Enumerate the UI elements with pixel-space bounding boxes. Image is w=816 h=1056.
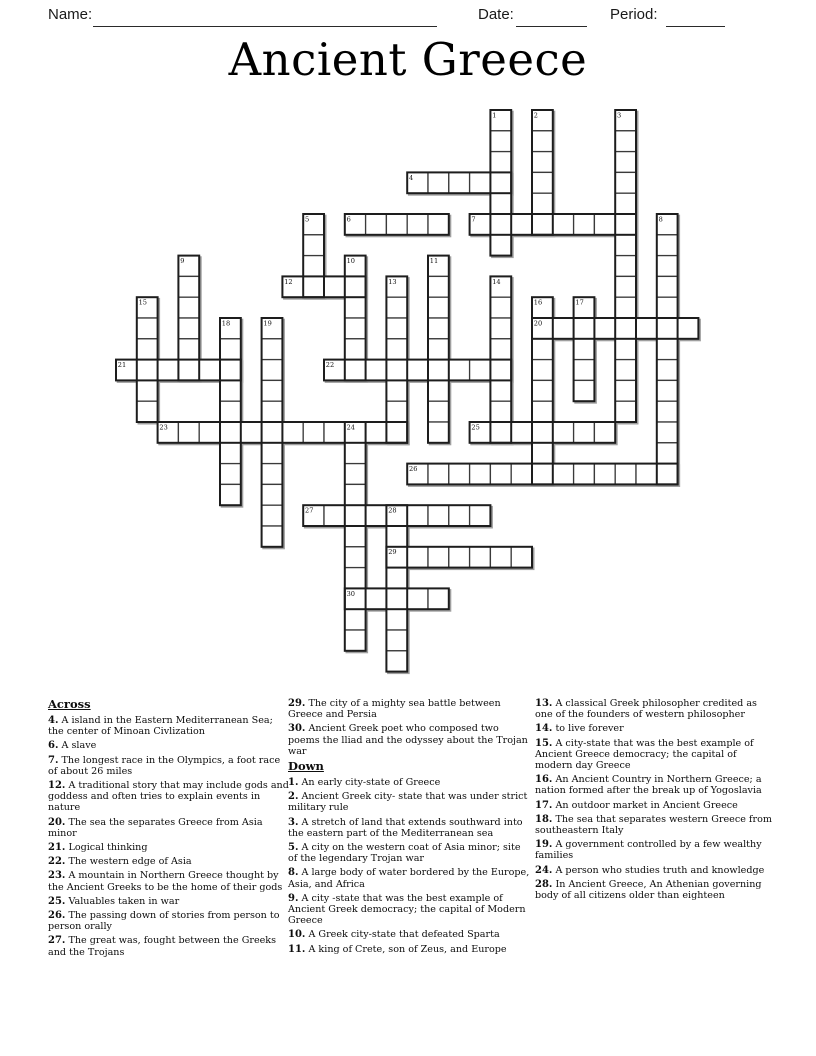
grid-cell[interactable] [532, 380, 553, 401]
cell-number: 21 [117, 361, 127, 369]
clue-9: 9. A city -state that was the best example of Ancient Greek democracy; the capital of Modern Greece [288, 892, 526, 927]
grid-cell[interactable] [386, 630, 407, 651]
clue-21: 21. Logical thinking [48, 842, 148, 854]
grid-cell[interactable] [428, 422, 449, 443]
grid-cell[interactable] [407, 547, 428, 568]
grid-cell[interactable] [428, 172, 449, 193]
clue-number: 19. [535, 839, 553, 851]
period-blank-line [666, 7, 725, 27]
grid-cell[interactable] [449, 547, 470, 568]
grid-cell[interactable] [615, 339, 636, 360]
grid-cell[interactable] [386, 380, 407, 401]
page-title: Ancient Greece [228, 33, 588, 86]
grid-cell[interactable] [490, 297, 511, 318]
grid-cell[interactable] [490, 318, 511, 339]
grid-cell[interactable] [386, 297, 407, 318]
grid-cell[interactable] [137, 339, 158, 360]
grid-cell[interactable] [490, 464, 511, 485]
grid-cell[interactable] [345, 630, 366, 651]
grid-cell[interactable] [262, 484, 283, 505]
grid-cell[interactable] [386, 526, 407, 547]
grid-cell[interactable] [407, 505, 428, 526]
grid-cell[interactable] [345, 547, 366, 568]
grid-cell[interactable] [657, 443, 678, 464]
grid-cell[interactable] [532, 464, 553, 485]
grid-cell[interactable] [594, 464, 615, 485]
grid-cell[interactable] [511, 422, 532, 443]
name-label: Name: [48, 6, 93, 23]
grid-cell[interactable] [345, 318, 366, 339]
clue-16: 16. An Ancient Country in Northern Greece; a nation formed after the break up of Yogoslavia [535, 774, 762, 797]
grid-cell[interactable] [428, 401, 449, 422]
clue-number: 5. [288, 842, 299, 854]
clue-number: 28. [535, 878, 553, 890]
grid-cell[interactable] [428, 464, 449, 485]
grid-cell[interactable] [386, 214, 407, 235]
clue-19: 19. A government controlled by a few wealthy families [535, 839, 762, 862]
clue-27: 27. The great was, fought between the Greeks and the Trojans [48, 935, 277, 958]
grid-cell[interactable] [511, 214, 532, 235]
grid-cell[interactable] [386, 651, 407, 672]
cell-number: 29 [388, 548, 397, 557]
cell-number: 7 [471, 215, 476, 224]
cell-number: 5 [305, 215, 310, 224]
grid-cell[interactable] [490, 235, 511, 256]
grid-cell[interactable] [615, 152, 636, 173]
grid-cell[interactable] [532, 360, 553, 381]
grid-cell[interactable] [657, 380, 678, 401]
grid-cell[interactable] [241, 422, 262, 443]
grid-cell[interactable] [470, 505, 491, 526]
cell-number: 20 [533, 319, 543, 328]
clue-number: 30. [288, 723, 306, 735]
clue-number: 26. [48, 910, 66, 922]
grid-cell[interactable] [303, 276, 324, 297]
grid-cell[interactable] [615, 235, 636, 256]
clue-number: 17. [535, 799, 553, 811]
grid-cell[interactable] [449, 505, 470, 526]
grid-cell[interactable] [386, 588, 407, 609]
cell-number: 16 [533, 298, 543, 307]
grid-cell[interactable] [470, 464, 491, 485]
grid-cell[interactable] [324, 505, 345, 526]
grid-cell[interactable] [532, 443, 553, 464]
grid-cell[interactable] [532, 193, 553, 214]
grid-cell[interactable] [615, 297, 636, 318]
clue-number: 4. [48, 715, 59, 726]
grid-cell[interactable] [428, 380, 449, 401]
grid-cell[interactable] [615, 193, 636, 214]
clue-number: 3. [288, 816, 299, 828]
clue-23: 23. A mountain in Northern Greece thought by the Ancient Greeks to be the home of their gods [48, 870, 283, 893]
grid-cell[interactable] [386, 318, 407, 339]
grid-cell[interactable] [386, 339, 407, 360]
grid-cell[interactable] [262, 443, 283, 464]
grid-cell[interactable] [490, 193, 511, 214]
grid-cell[interactable] [532, 422, 553, 443]
clue-20: 20. The sea the separates Greece from Asia minor [48, 816, 263, 839]
grid-cell[interactable] [574, 380, 595, 401]
clue-number: 14. [535, 723, 553, 735]
date-label: Date: [478, 6, 514, 23]
grid-cell[interactable] [386, 422, 407, 443]
clue-number: 10. [288, 929, 306, 941]
clue-number: 23. [48, 870, 66, 882]
grid-cell[interactable] [220, 464, 241, 485]
cell-number: 11 [429, 257, 439, 265]
grid-cell[interactable] [428, 214, 449, 235]
clue-26: 26. The passing down of stories from person to person orally [48, 910, 280, 933]
grid-cell[interactable] [220, 380, 241, 401]
grid-cell[interactable] [366, 214, 387, 235]
cell-number: 27 [305, 506, 314, 515]
grid-cell[interactable] [345, 339, 366, 360]
grid-cell[interactable] [137, 360, 158, 381]
clue-12: 12. A traditional story that may include gods and goddess and often tries to explain events in nature [48, 780, 289, 814]
clue-number: 2. [288, 791, 299, 803]
grid-cell[interactable] [615, 360, 636, 381]
grid-cell[interactable] [574, 339, 595, 360]
grid-cell[interactable] [282, 422, 303, 443]
clue-number: 29. [288, 698, 306, 709]
grid-cell[interactable] [199, 360, 220, 381]
grid-cell[interactable] [366, 505, 387, 526]
grid-cell[interactable] [428, 588, 449, 609]
grid-cell[interactable] [532, 131, 553, 152]
clue-number: 13. [535, 698, 553, 709]
grid-cell[interactable] [303, 422, 324, 443]
grid-cell[interactable] [532, 214, 553, 235]
cell-number: 9 [180, 257, 185, 265]
grid-cell[interactable] [574, 318, 595, 339]
grid-cell[interactable] [366, 422, 387, 443]
grid-cell[interactable] [428, 339, 449, 360]
grid-cell[interactable] [345, 609, 366, 630]
cell-number: 10 [346, 257, 355, 265]
grid-cell[interactable] [345, 276, 366, 297]
grid-cell[interactable] [490, 152, 511, 173]
grid-cell[interactable] [137, 380, 158, 401]
grid-cell[interactable] [262, 464, 283, 485]
grid-cell[interactable] [636, 318, 657, 339]
grid-cell[interactable] [490, 172, 511, 193]
grid-cell[interactable] [490, 422, 511, 443]
period-label: Period: [610, 6, 658, 23]
grid-cell[interactable] [657, 339, 678, 360]
grid-cell[interactable] [178, 422, 199, 443]
grid-cell[interactable] [553, 422, 574, 443]
clue-number: 11. [288, 943, 306, 955]
grid-cell[interactable] [303, 256, 324, 277]
clue-25: 25. Valuables taken in war [48, 895, 180, 907]
grid-cell[interactable] [220, 401, 241, 422]
grid-cell[interactable] [657, 297, 678, 318]
grid-cell[interactable] [345, 568, 366, 589]
clues-heading-down: Down [288, 759, 324, 774]
cell-number: 3 [617, 111, 622, 120]
clue-7: 7. The longest race in the Olympics, a foot race of about 26 miles [48, 754, 281, 777]
cell-number: 19 [263, 319, 272, 328]
grid-cell[interactable] [199, 422, 220, 443]
cell-number: 2 [533, 111, 539, 120]
grid-cell[interactable] [345, 443, 366, 464]
clue-number: 18. [535, 813, 553, 825]
grid-cell[interactable] [490, 401, 511, 422]
grid-cell[interactable] [490, 547, 511, 568]
grid-cell[interactable] [657, 401, 678, 422]
grid-cell[interactable] [220, 360, 241, 381]
grid-cell[interactable] [594, 422, 615, 443]
grid-cell[interactable] [262, 360, 283, 381]
grid-cell[interactable] [678, 318, 699, 339]
grid-cell[interactable] [178, 360, 199, 381]
clue-5: 5. A city on the western coat of Asia minor; site of the legendary Trojan war [288, 842, 521, 865]
cell-number: 30 [346, 589, 355, 598]
clue-number: 6. [48, 740, 59, 752]
grid-cell[interactable] [324, 422, 345, 443]
grid-cell[interactable] [220, 484, 241, 505]
clues-heading-across: Across [48, 697, 91, 711]
grid-cell[interactable] [428, 276, 449, 297]
grid-cell[interactable] [553, 464, 574, 485]
grid-cell[interactable] [532, 401, 553, 422]
grid-cell[interactable] [657, 318, 678, 339]
grid-cell[interactable] [262, 339, 283, 360]
cell-number: 28 [388, 506, 397, 515]
grid-cell[interactable] [574, 464, 595, 485]
grid-cell[interactable] [345, 360, 366, 381]
grid-cell[interactable] [657, 276, 678, 297]
grid-cell[interactable] [428, 297, 449, 318]
grid-cell[interactable] [366, 588, 387, 609]
grid-cell[interactable] [574, 422, 595, 443]
grid-cell[interactable] [345, 484, 366, 505]
grid-cell[interactable] [407, 588, 428, 609]
grid-cell[interactable] [532, 152, 553, 173]
grid-cell[interactable] [615, 214, 636, 235]
clue-4: 4. A island in the Eastern Mediterranean Sea; the center of Minoan Civlization [48, 715, 273, 738]
clue-22: 22. The western edge of Asia [48, 856, 192, 868]
clue-number: 15. [535, 737, 553, 749]
grid-cell[interactable] [407, 214, 428, 235]
grid-cell[interactable] [490, 131, 511, 152]
clue-30: 30. Ancient Greek poet who composed two poems the lliad and the odyssey about the Trojan war [288, 723, 528, 757]
clue-number: 16. [535, 774, 553, 786]
grid-cell[interactable] [615, 276, 636, 297]
grid-cell[interactable] [594, 318, 615, 339]
grid-cell[interactable] [137, 401, 158, 422]
clue-6: 6. A slave [48, 740, 97, 752]
clue-28: 28. In Ancient Greece, An Athenian governing body of all citizens older than eighteen [535, 878, 762, 902]
grid-cell[interactable] [553, 318, 574, 339]
grid-cell[interactable] [407, 360, 428, 381]
cell-number: 26 [409, 465, 418, 473]
cell-number: 13 [388, 277, 397, 286]
grid-cell[interactable] [262, 526, 283, 547]
grid-cell[interactable] [262, 401, 283, 422]
clue-8: 8. A large body of water bordered by the Europe, Asia, and Africa [288, 867, 530, 890]
grid-cell[interactable] [574, 360, 595, 381]
clue-number: 8. [288, 867, 299, 879]
grid-cell[interactable] [594, 214, 615, 235]
grid-cell[interactable] [386, 568, 407, 589]
grid-cell[interactable] [553, 214, 574, 235]
grid-cell[interactable] [636, 464, 657, 485]
grid-cell[interactable] [490, 214, 511, 235]
clue-15: 15. A city-state that was the best example of Ancient Greece democracy; the capital of modern day Greece [535, 737, 754, 772]
clue-number: 22. [48, 856, 66, 868]
grid-cell[interactable] [615, 131, 636, 152]
clue-10: 10. A Greek city-state that defeated Sparta [288, 929, 500, 941]
cell-number: 12 [284, 277, 293, 286]
clue-column-2 [288, 698, 530, 958]
grid-cell[interactable] [324, 276, 345, 297]
grid-cell[interactable] [262, 505, 283, 526]
grid-cell[interactable] [178, 318, 199, 339]
grid-cell[interactable] [511, 464, 532, 485]
grid-cell[interactable] [386, 401, 407, 422]
grid-cell[interactable] [178, 297, 199, 318]
clue-2: 2. Ancient Greek city- state that was under strict military rule [288, 791, 528, 814]
grid-cell[interactable] [449, 172, 470, 193]
grid-cell[interactable] [615, 172, 636, 193]
clue-13: 13. A classical Greek philosopher credited as one of the founders of western philosopher [535, 698, 757, 721]
grid-cell[interactable] [158, 360, 179, 381]
grid-cell[interactable] [428, 505, 449, 526]
grid-cell[interactable] [345, 505, 366, 526]
cell-number: 8 [658, 215, 663, 224]
clue-number: 20. [48, 816, 66, 828]
grid-cell[interactable] [303, 235, 324, 256]
clue-number: 21. [48, 842, 66, 854]
cell-number: 24 [346, 423, 355, 432]
grid-cell[interactable] [657, 256, 678, 277]
clue-number: 12. [48, 780, 66, 792]
date-blank-line [516, 7, 587, 27]
clue-14: 14. to live forever [535, 723, 624, 735]
grid-cell[interactable] [449, 464, 470, 485]
grid-cell[interactable] [470, 172, 491, 193]
grid-cell[interactable] [574, 214, 595, 235]
grid-cell[interactable] [470, 547, 491, 568]
grid-cell[interactable] [615, 464, 636, 485]
clue-number: 1. [288, 777, 299, 789]
cell-number: 18 [221, 319, 231, 328]
clue-column-1 [48, 698, 290, 961]
grid-cell[interactable] [428, 318, 449, 339]
grid-cell[interactable] [345, 464, 366, 485]
grid-cell[interactable] [490, 380, 511, 401]
cell-number: 22 [325, 361, 335, 369]
clue-number: 7. [48, 754, 59, 766]
clue-18: 18. The sea that separates western Greece from southeastern Italy [535, 813, 772, 837]
clue-24: 24. A person who studies truth and knowledge [535, 864, 765, 876]
cell-number: 1 [492, 111, 497, 120]
grid-cell[interactable] [490, 360, 511, 381]
grid-cell[interactable] [532, 172, 553, 193]
name-blank-line [93, 7, 437, 27]
cell-number: 25 [471, 423, 480, 432]
grid-cell[interactable] [137, 318, 158, 339]
grid-cell[interactable] [532, 339, 553, 360]
grid-cell[interactable] [511, 547, 532, 568]
clue-column-3 [535, 698, 777, 904]
clue-17: 17. An outdoor market in Ancient Greece [535, 799, 738, 811]
grid-cell[interactable] [657, 360, 678, 381]
grid-cell[interactable] [366, 360, 387, 381]
clue-number: 9. [288, 892, 299, 904]
grid-cell[interactable] [262, 422, 283, 443]
clue-11: 11. A king of Crete, son of Zeus, and Europe [288, 943, 507, 955]
clue-1: 1. An early city-state of Greece [288, 777, 441, 789]
grid-cell[interactable] [386, 609, 407, 630]
cell-number: 14 [492, 277, 501, 286]
clue-number: 27. [48, 935, 66, 947]
grid-cell[interactable] [178, 339, 199, 360]
grid-cell[interactable] [220, 422, 241, 443]
grid-cell[interactable] [345, 297, 366, 318]
clue-29: 29. The city of a mighty sea battle between Greece and Persia [288, 698, 501, 721]
grid-cell[interactable] [220, 339, 241, 360]
grid-cell[interactable] [657, 235, 678, 256]
grid-cell[interactable] [615, 401, 636, 422]
grid-cell[interactable] [615, 256, 636, 277]
grid-cell[interactable] [615, 380, 636, 401]
grid-cell[interactable] [428, 547, 449, 568]
grid-cell[interactable] [345, 526, 366, 547]
cell-number: 17 [575, 298, 584, 307]
grid-cell[interactable] [449, 360, 470, 381]
grid-cell[interactable] [428, 360, 449, 381]
cell-number: 4 [409, 173, 414, 182]
cell-number: 23 [159, 423, 168, 432]
grid-cell[interactable] [657, 422, 678, 443]
grid-cell[interactable] [262, 380, 283, 401]
grid-cell[interactable] [657, 464, 678, 485]
grid-cell[interactable] [490, 339, 511, 360]
clue-number: 24. [535, 864, 553, 876]
grid-cell[interactable] [220, 443, 241, 464]
cell-number: 15 [138, 298, 147, 307]
grid-cell[interactable] [386, 360, 407, 381]
clue-3: 3. A stretch of land that extends southward into the eastern part of the Mediterranean sea [288, 816, 523, 839]
grid-cell[interactable] [470, 360, 491, 381]
clue-number: 25. [48, 895, 66, 907]
crossword-grid[interactable] [114, 108, 706, 678]
grid-cell[interactable] [178, 276, 199, 297]
cell-number: 6 [346, 215, 351, 224]
grid-cell[interactable] [615, 318, 636, 339]
